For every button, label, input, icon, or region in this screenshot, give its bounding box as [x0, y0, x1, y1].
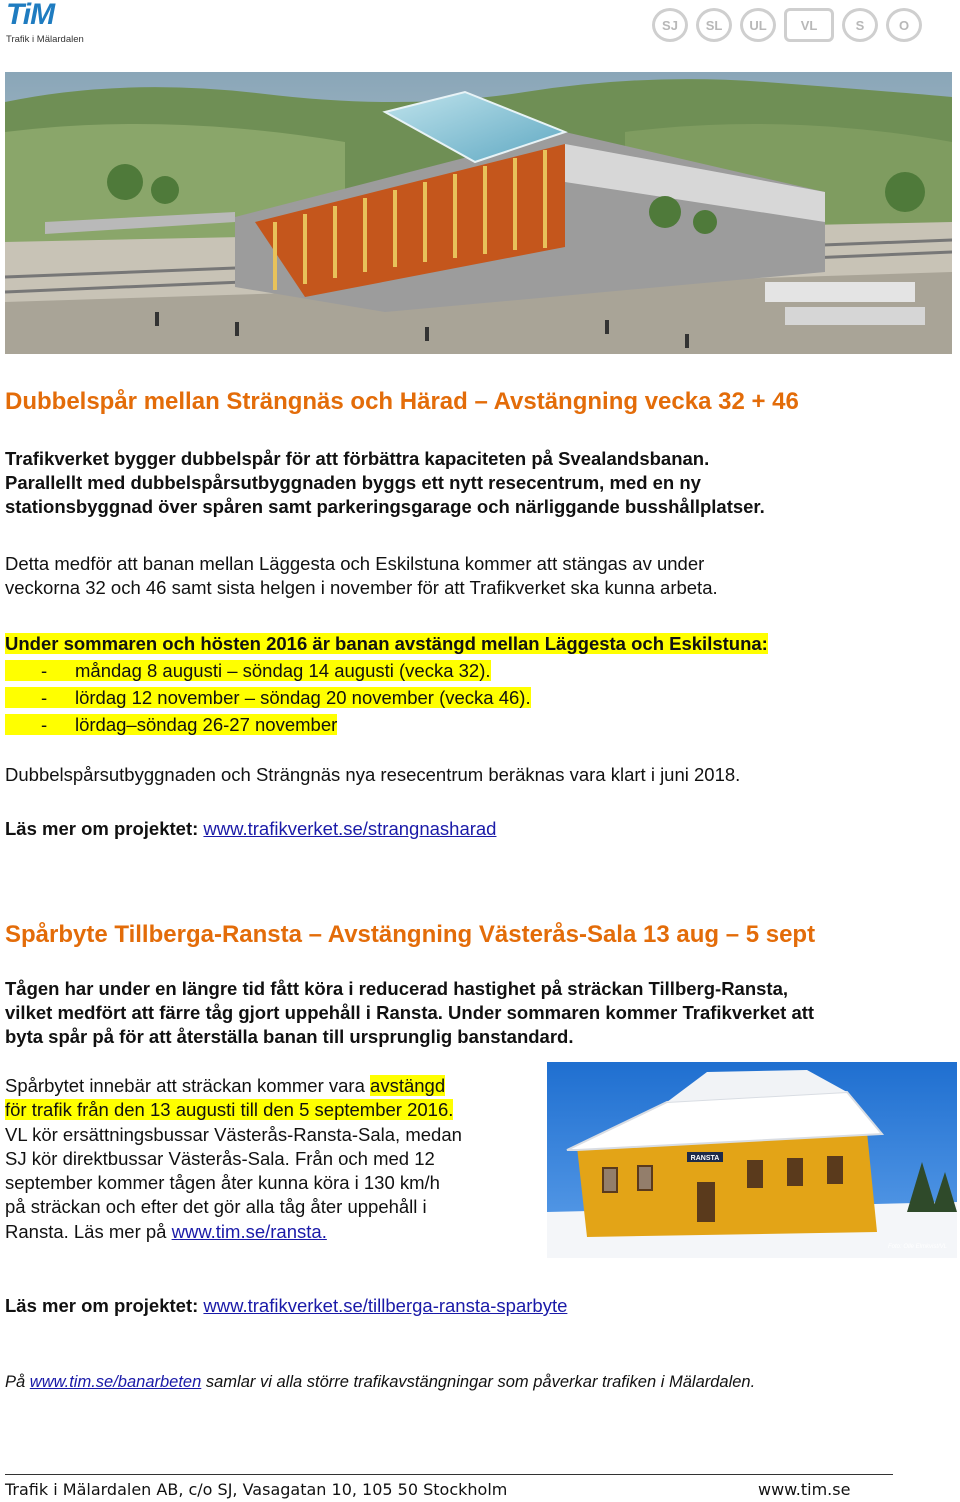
section2-body	[5, 1074, 545, 1244]
section1-intro	[5, 447, 950, 519]
ransta-sign-text: RANSTA	[690, 1155, 720, 1162]
logo-subtitle: Trafik i Mälardalen	[6, 34, 84, 45]
ransta-station-photo	[547, 1062, 957, 1258]
section2-intro	[5, 977, 950, 1049]
tim-logo	[6, 2, 98, 48]
section1-intro-line: stationsbyggnad över spåren samt parkeringsgarage och närliggande busshållplatser.	[5, 496, 765, 517]
section2-highlight: för trafik från den 13 augusti till den 5 september 2016.	[5, 1099, 454, 1121]
partner-logo-o: O	[886, 8, 922, 42]
partner-logos	[652, 8, 922, 42]
section1-read-more	[5, 817, 950, 841]
section2-body-text: Ransta. Läs mer på	[5, 1220, 172, 1242]
section1-title: Dubbelspår mellan Strängnäs och Härad – Avstängning vecka 32 + 46	[5, 388, 799, 415]
note-text: På	[5, 1373, 30, 1391]
partner-logo-sj: SJ	[652, 8, 688, 42]
logo-text: TiM	[6, 0, 55, 31]
read-more-label: Läs mer om projektet:	[5, 1295, 199, 1316]
section2-read-more	[5, 1294, 950, 1318]
section2-body-line: SJ kör direktbussar Västerås-Sala. Från och med 12	[5, 1147, 435, 1169]
section2-body-text: Spårbytet innebär att sträckan kommer vara	[5, 1075, 371, 1096]
partner-logo-sl: SL	[696, 8, 732, 42]
section1-detail-line: veckorna 32 och 46 samt sista helgen i november för att Trafikverket ska kunna arbeta.	[5, 577, 718, 598]
footer-website[interactable]: www.tim.se	[758, 1480, 851, 1499]
section2-intro-line: Tågen har under en längre tid fått köra i reducerad hastighet på sträckan Tillberg-Ransta,	[5, 978, 789, 999]
footer-address: Trafik i Mälardalen AB, c/o SJ, Vasagatan 10, 105 50 Stockholm	[5, 1480, 508, 1499]
section2-intro-line: byta spår på för att återställa banan till ursprunglig banstandard.	[5, 1026, 574, 1047]
completion-text: Dubbelspårsutbyggnaden och Strängnäs nya resecentrum beräknas vara klart i juni 2018.	[5, 764, 741, 785]
section2-intro-line: vilket medfört att färre tåg gjort uppehåll i Ransta. Under sommaren kommer Trafikverket att	[5, 1002, 815, 1023]
section2-highlight: avstängd	[370, 1075, 446, 1096]
tim-ransta-link[interactable]: www.tim.se/ransta.	[171, 1220, 327, 1242]
closure-item: lördag–söndag 26-27 november	[75, 714, 338, 735]
closure-item: lördag 12 november – söndag 20 november (vecka 46).	[75, 687, 531, 708]
section2-body-line: VL kör ersättningsbussar Västerås-Ransta-Sala, medan	[5, 1123, 462, 1145]
closure-block: Under sommaren och hösten 2016 är banan avstängd mellan Läggesta och Eskilstuna: - måndag 8 augusti – söndag 14 augusti (vecka 32). - lördag 12 november – söndag 20 november (vecka 46). - lördag–söndag 26-27 november	[5, 633, 768, 735]
banarbeten-note	[5, 1373, 755, 1392]
section2-title: Spårbyte Tillberga-Ransta – Avstängning Västerås-Sala 13 aug – 5 sept	[5, 921, 816, 948]
closure-item: måndag 8 augusti – söndag 14 augusti (vecka 32).	[75, 660, 491, 681]
footer-divider	[5, 1474, 893, 1475]
section2-body-line: på sträckan och efter det gör alla tåg åter uppehåll i	[5, 1196, 427, 1218]
section1-detail-line: Detta medför att banan mellan Läggesta och Eskilstuna kommer att stängas av under	[5, 553, 705, 574]
partner-logo-ul: UL	[740, 8, 776, 42]
section1-intro-line: Trafikverket bygger dubbelspår för att förbättra kapaciteten på Svealandsbanan.	[5, 448, 710, 469]
section1-detail	[5, 552, 950, 600]
tim-banarbeten-link[interactable]: www.tim.se/banarbeten	[29, 1373, 202, 1391]
trafikverket-tillberga-ransta-link[interactable]: www.trafikverket.se/tillberga-ransta-sparbyte	[203, 1295, 568, 1316]
section1-intro-line: Parallellt med dubbelspårsutbyggnaden byggs ett nytt resecentrum, med en ny	[5, 472, 701, 493]
section2-body-line: september kommer tågen åter kunna köra i 130 km/h	[5, 1172, 440, 1194]
trafikverket-strangnasharad-link[interactable]: www.trafikverket.se/strangnasharad	[203, 818, 497, 839]
photo-credit: Foto: Olle Elmkvist/VL	[887, 1244, 947, 1250]
partner-logo-vl: VL	[784, 8, 834, 42]
partner-logo-s: S	[842, 8, 878, 42]
closure-heading: Under sommaren och hösten 2016 är banan avstängd mellan Läggesta och Eskilstuna:	[5, 633, 768, 654]
read-more-label: Läs mer om projektet:	[5, 818, 199, 839]
station-rendering-image	[5, 72, 952, 354]
note-text: samlar vi alla större trafikavstängningar som påverkar trafiken i Mälardalen.	[201, 1373, 756, 1391]
